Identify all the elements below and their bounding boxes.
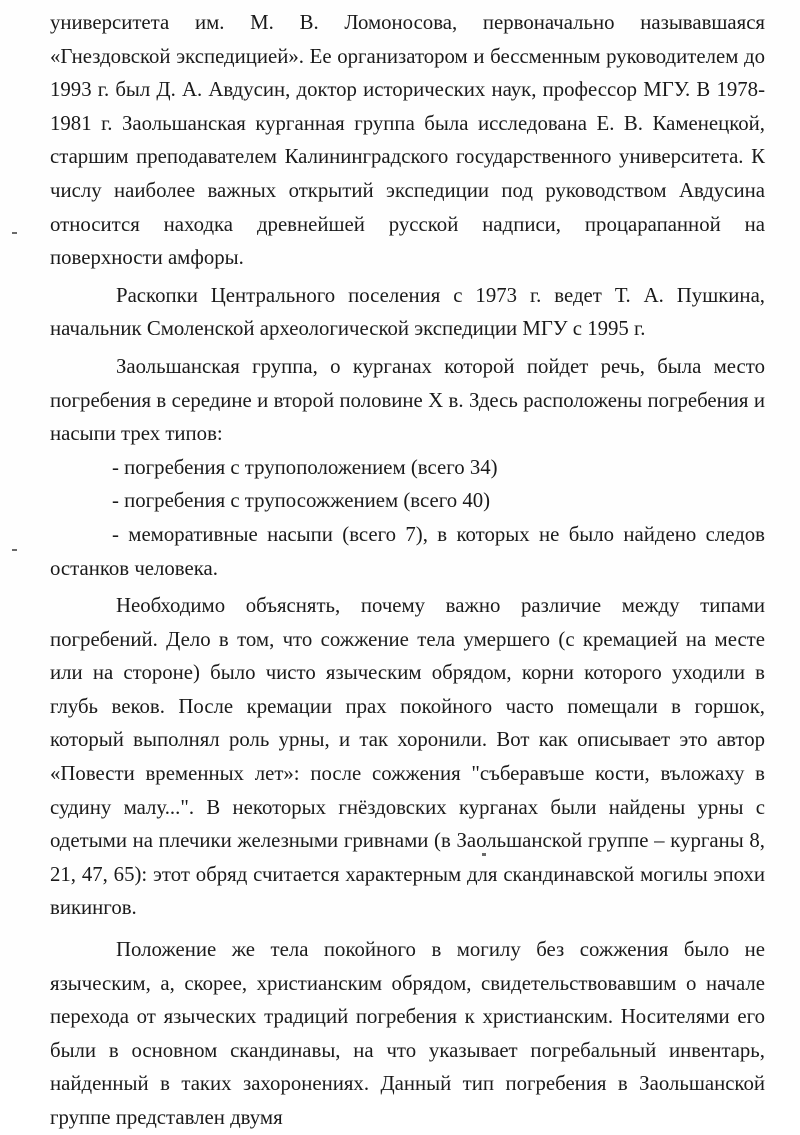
paragraph-2: Раскопки Центрального поселения с 1973 г. ведет Т. А. Пушкина, начальник Смоленской археологической экспедиции МГУ с 1995 г. — [50, 283, 765, 341]
margin-mark — [12, 549, 17, 551]
list-item-2: - погребения с трупосожжением (всего 40) — [112, 489, 491, 513]
paragraph-3: Заольшанская группа, о курганах которой пойдет речь, была место погребения в середине и второй половине Х в. Здесь расположены погребения и насыпи трех типов: — [50, 354, 765, 446]
list-item-1: - погребения с трупоположением (всего 34) — [112, 455, 498, 479]
list-item-3: - меморативные насыпи (всего 7), в которых не было найдено следов останков человека. — [50, 522, 765, 580]
paragraph-4: Необходимо объяснять, почему важно различие между типами погребений. Дело в том, что сожжение тела умершего (с кремацией на месте или на стороне) было чисто языческим обрядом, корни которого уходили в глубь веков. После кремации прах покойного часто помещали в горшок, который выполнял роль урны, и так хоронили. Вот как описывает это автор «Повести временных лет»: после сожжения "съберавъше кости, въложаху в судину малу...". В некоторых гнёздовских курганах были найдены урны с одетыми на плечики железными гривнами (в Заольшанской группе – курганы 8, 21, 47, 65): этот обряд считается характерным для скандинавской могилы эпохи викингов. — [50, 594, 765, 920]
margin-mark — [12, 232, 17, 234]
paragraph-5: Положение же тела покойного в могилу без сожжения было не языческим, а, скорее, христианским обрядом, свидетельствовавшим о начале перехода от языческих традиций погребения к христианским. Носителями его были в основном скандинавы, на что указывает погребальный инвентарь, найденный в таких захоронениях. Данный тип погребения в Заольшанской группе представлен двумя — [50, 938, 765, 1129]
paragraph-1: университета им. М. В. Ломоносова, первоначально называвшаяся «Гнездовской экспедицией». Ее организатором и бессменным руководителем до 1993 г. был Д. А. Авдусин, доктор исторических наук, профессор МГУ. В 1978-1981 г. Заольшанская курганная группа была исследована Е. В. Каменецкой, старшим преподавателем Калининградского государственного университета. К числу наиболее важных открытий экспедиции под руководством Авдусина относится находка древнейшей русской надписи, процарапанной на поверхности амфоры. — [50, 11, 765, 270]
body-text — [50, 6, 765, 1135]
